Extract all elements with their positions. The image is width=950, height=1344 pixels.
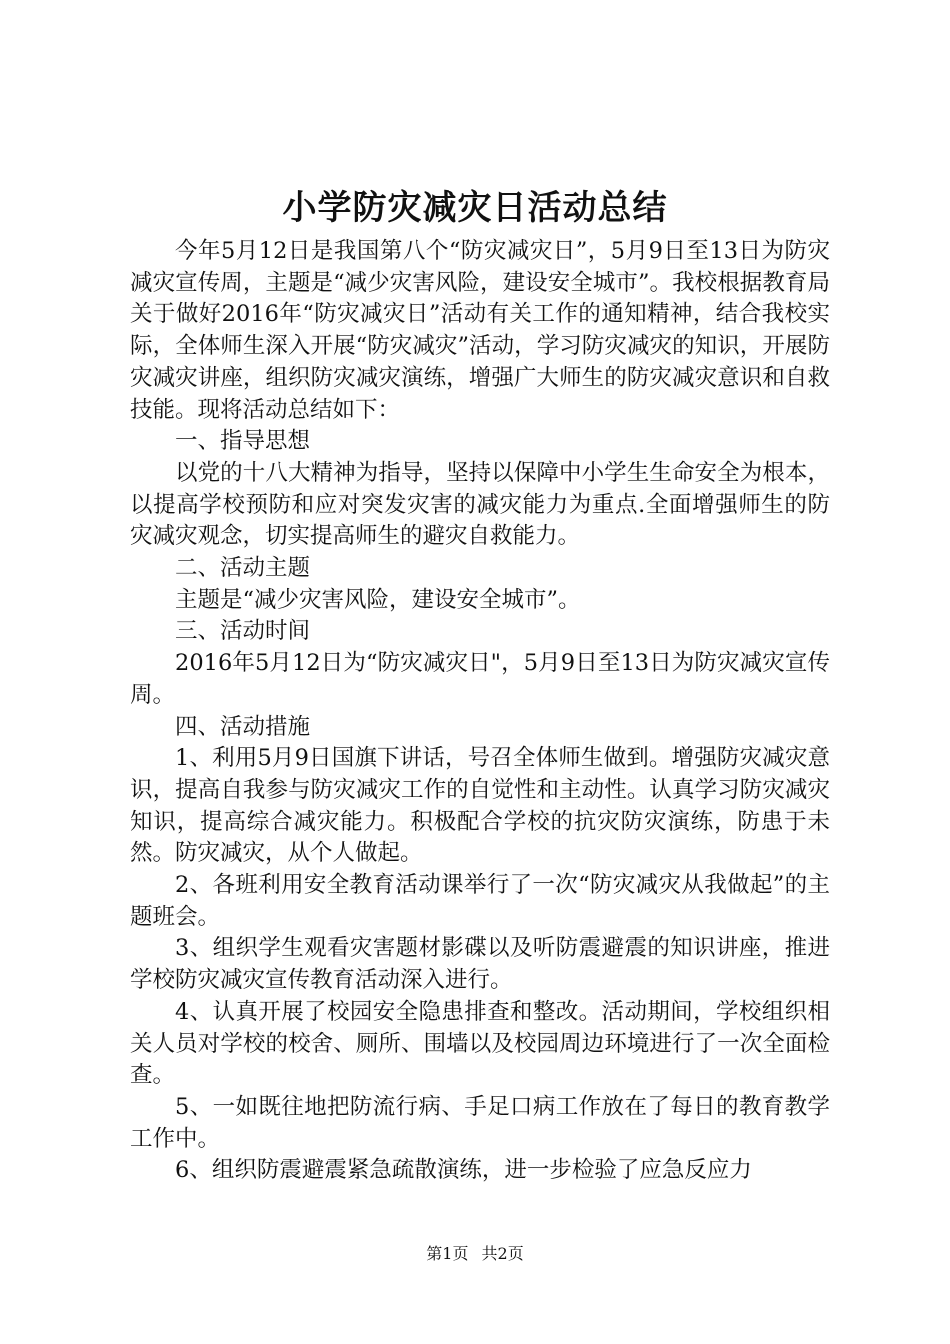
measure-item: 3、组织学生观看灾害题材影碟以及听防震避震的知识讲座，推进学校防灾减灾宣传教育活动深入进行。	[130, 935, 830, 994]
section-heading-guiding-thought: 一、指导思想	[175, 428, 311, 455]
measure-item: 4、认真开展了校园安全隐患排查和整改。活动期间，学校组织相关人员对学校的校舍、厕所、围墙以及校园周边环境进行了一次全面检查。	[130, 998, 830, 1089]
document-body	[130, 236, 830, 1187]
intro-paragraph: 今年5月12日是我国第八个“防灾减灾日”，5月9日至13日为防灾减灾宣传周，主题是“减少灾害风险，建设安全城市”。我校根据教育局关于做好2016年“防灾减灾日”活动有关工作的通知精神，结合我校实际，全体师生深入开展“防灾减灾”活动，学习防灾减灾的知识，开展防灾减灾讲座，组织防灾减灾演练，增强广大师生的防灾减灾意识和自救技能。现将活动总结如下：	[130, 238, 830, 423]
section-text-activity-theme: 主题是“减少灾害风险，建设安全城市”。	[175, 586, 581, 613]
section-heading-activity-theme: 二、活动主题	[175, 555, 311, 582]
document-title: 小学防灾减灾日活动总结	[282, 188, 668, 228]
section-heading-activity-measures: 四、活动措施	[175, 713, 311, 740]
measure-item: 2、各班利用安全教育活动课举行了一次“防灾减灾从我做起”的主题班会。	[130, 872, 830, 930]
section-heading-activity-time: 三、活动时间	[175, 618, 311, 645]
measure-item: 6、组织防震避震紧急疏散演练，进一步检验了应急反应力	[175, 1157, 752, 1184]
page-number-current: 第1页	[426, 1244, 469, 1263]
section-text-guiding-thought: 以党的十八大精神为指导，坚持以保障中小学生生命安全为根本，以提高学校预防和应对突发灾害的减灾能力为重点.全面增强师生的防灾减灾观念，切实提高师生的避灾自救能力。	[130, 459, 830, 550]
page-number-total: 共2页	[481, 1244, 524, 1263]
page-footer	[0, 1243, 950, 1265]
section-text-activity-time: 2016年5月12日为“防灾减灾日"，5月9日至13日为防灾减灾宣传周。	[130, 650, 830, 708]
measure-item: 5、一如既往地把防流行病、手足口病工作放在了每日的教育教学工作中。	[130, 1093, 830, 1152]
measure-item: 1、利用5月9日国旗下讲话，号召全体师生做到。增强防灾减灾意识，提高自我参与防灾减灾工作的自觉性和主动性。认真学习防灾减灾知识，提高综合减灾能力。积极配合学校的抗灾防灾演练，防患于未然。防灾减灾，从个人做起。	[130, 745, 830, 867]
